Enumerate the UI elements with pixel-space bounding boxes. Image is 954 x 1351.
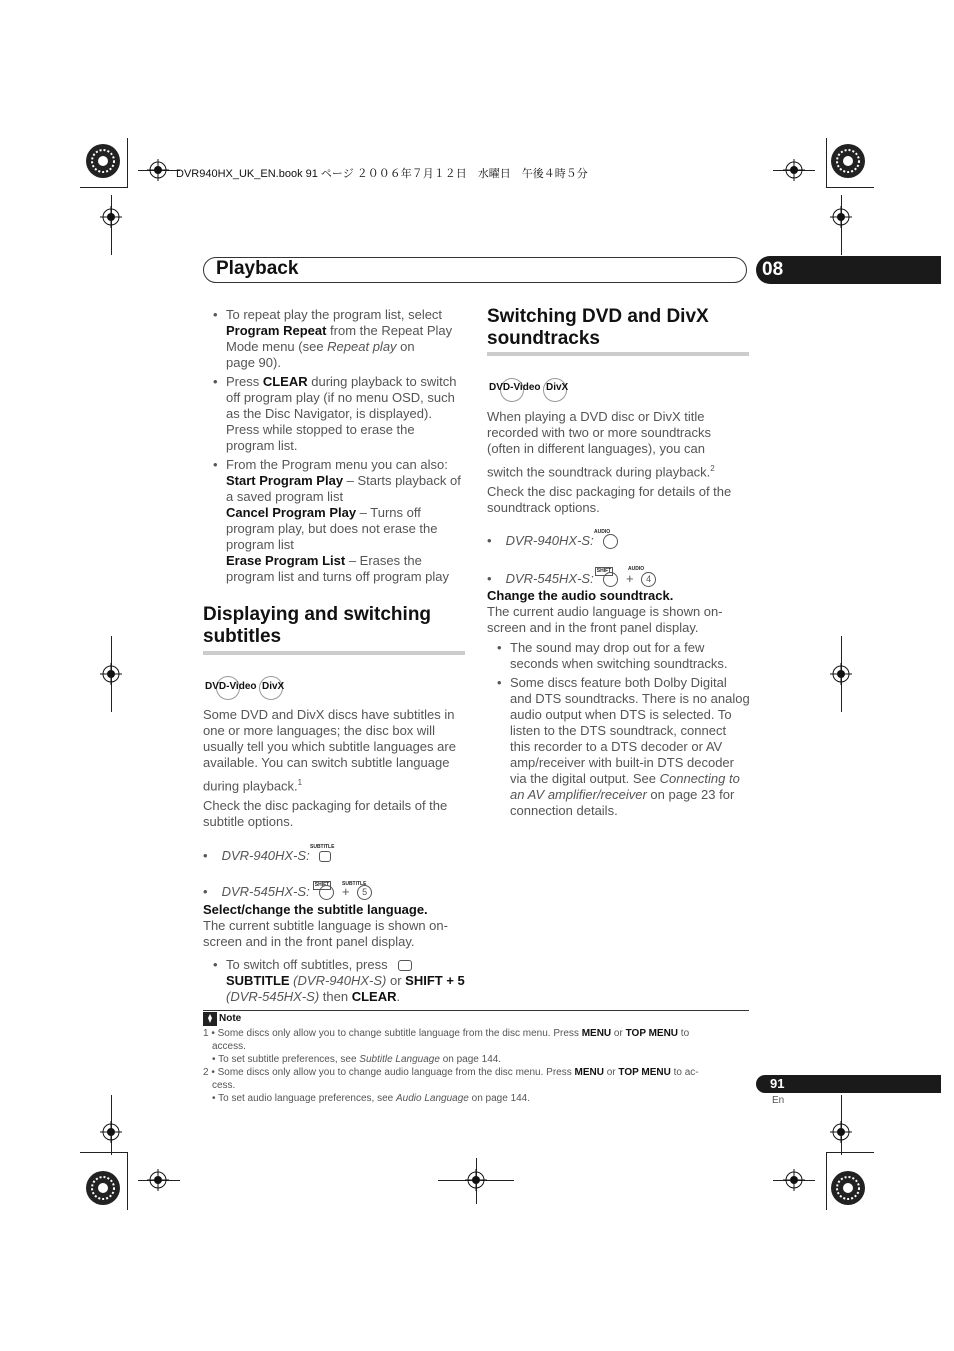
badge-dvd-video: DVD-Video [489,382,541,393]
shift-button-label: SHIFT [314,882,330,888]
model-line-545: • DVR-545HX-S: + 5 [203,884,372,900]
heading-rule [487,352,749,356]
list-item: • To switch off subtitles, press SUBTITLE (DVR-940HX-S) or SHIFT + 5 (DVR-545HX-S) then CLEAR. [213,957,465,1004]
list-item: To repeat play the program list, select Program Repeat from the Repeat Play Mode menu (see Repeat play on page 90). [226,307,453,370]
chapter-number: 08 [762,259,784,280]
heading-rule [203,651,465,655]
print-header: DVR940HX_UK_EN.book 91 ページ ２００６年７月１２日 水曜日 午後４時５分 [176,168,588,180]
note-icon [203,1012,217,1026]
shift-button-label: SHIFT [596,568,612,574]
list-item: • From the Program menu you can also: Start Program Play – Starts playback of a saved program list Cancel Program Play – Turns off program play, but does not erase the program list Erase Program List – Erases the program list and turns off program play [213,457,461,584]
registration-mark-icon [783,1169,805,1191]
badge-dvd-video: DVD-Video [205,681,257,692]
subtitle-button-icon [398,960,412,971]
footnotes: 1 • Some discs only allow you to change subtitle language from the disc menu. Press MENU or TOP MENU to access. • To set subtitle preferences, see Subtitle Language on page 144. 2 • Some discs only allow you to change audio language from the disc menu. Press MENU or TOP MENU to ac- cess. • To set audio language preferences, see Audio Language on page 144. [203,1028,699,1104]
registration-mark-icon [465,1169,487,1191]
note-label: Note [219,1013,242,1024]
four-button-icon: 4 [641,572,656,587]
subtitle-paragraph: Some DVD and DivX discs have subtitles in one or more languages; the disc box will usually tell you which subtitle languages are available. You can switch subtitle language during playback.$^1$ Check the disc packaging for details of the subtitle options. [203,707,456,830]
shift-button-icon [319,885,334,900]
section-title: Playback [216,258,299,279]
registration-mark-icon [783,159,805,181]
list-item: • Some discs feature both Dolby Digital and DTS soundtracks. There is no analog audio output when DTS is selected. To listen to the DTS soundtrack, connect this recorder to a DTS decoder or AV amp/receiver with built-in DTS decoder via the digital output. See Connecting to an AV amplifier/receiver on page 23 for connection details. [497,675,750,818]
badge-divx: DivX [262,681,285,692]
badge-divx: DivX [546,382,569,393]
page-number: 91 [770,1076,785,1091]
registration-mark-icon [830,1121,852,1143]
subtitle-button-icon [319,851,331,862]
subtitle-step: Select/change the subtitle language. The current subtitle language is shown on- screen and in the front panel display. [203,902,448,949]
model-line-940: • DVR-940HX-S: [203,848,331,864]
left-column [203,307,473,585]
shift-button-icon [603,572,618,587]
registration-mark-icon [830,206,852,228]
audio-button-label: AUDIO [628,566,645,572]
sunburst-mark-icon [830,143,866,179]
footnote-ref: 2 [710,464,715,473]
registration-mark-icon [147,1169,169,1191]
heading-subtitles: Displaying and switching subtitles [203,604,432,647]
registration-mark-icon [147,159,169,181]
subtitle-button-label: SUBTITLE [342,881,367,887]
model-line-940: • DVR-940HX-S: [487,533,618,549]
registration-mark-icon [100,663,122,685]
soundtrack-paragraph: When playing a DVD disc or DivX title recorded with two or more soundtracks (often in different languages), you can switch the soundtrack during playback.$^2$ Check the disc packaging for details of the soundtrack options. [487,409,732,516]
audio-step: Change the audio soundtrack. The current audio language is shown on- screen and in the front panel display. [487,588,723,635]
chapter-tab [756,256,941,284]
audio-button-label: AUDIO [594,529,611,535]
footnote-ref: 1 [297,778,303,787]
page-language: En [772,1095,785,1106]
registration-mark-icon [100,206,122,228]
five-button-icon: 5 [357,885,372,900]
list-item: • Press CLEAR during playback to switch off program play (if no menu OSD, such as the Disc Navigator, is displayed). Press while stopped to erase the program list. [213,374,457,453]
model-line-545: • DVR-545HX-S: + 4 [487,571,656,587]
registration-mark-icon [830,663,852,685]
sunburst-mark-icon [830,1170,866,1206]
sunburst-mark-icon [85,143,121,179]
bullet-list-program: • To repeat play the program list, select Program Repeat from the Repeat Play Mode menu (see Repeat play on page 90). [203,307,473,371]
list-item: • The sound may drop out for a few seconds when switching soundtracks. [497,640,728,671]
subtitle-button-label: SUBTITLE [310,844,335,850]
heading-soundtracks: Switching DVD and DivX soundtracks [487,306,709,349]
registration-mark-icon [100,1121,122,1143]
audio-button-icon [603,534,618,549]
notes-rule [203,1010,749,1011]
sunburst-mark-icon [85,1170,121,1206]
